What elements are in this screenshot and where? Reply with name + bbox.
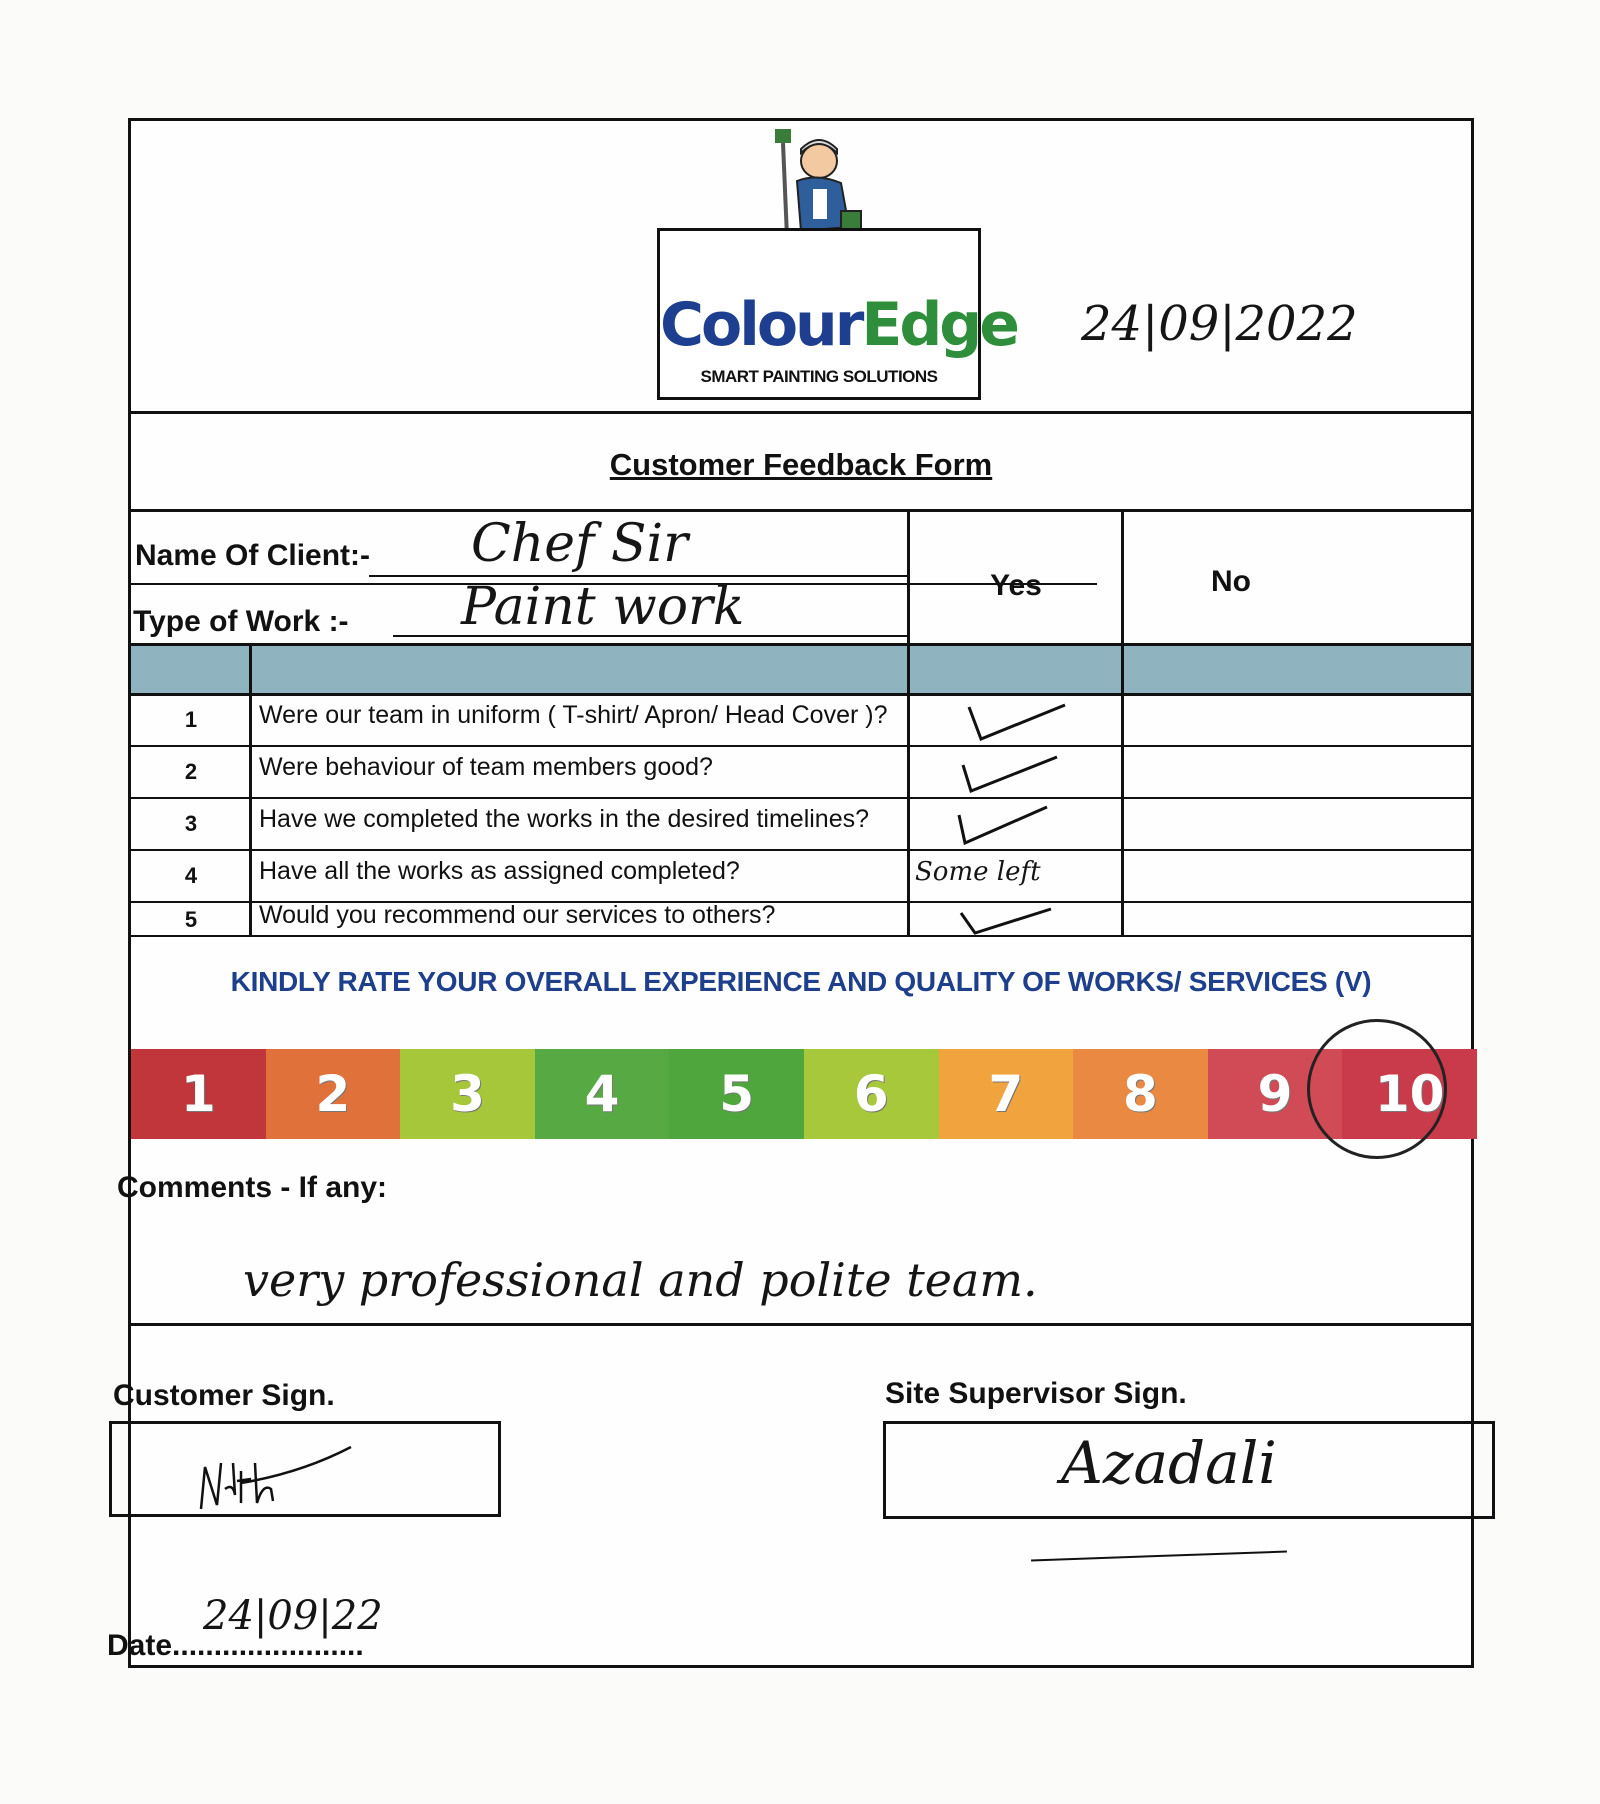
work-value: Paint work [461, 577, 745, 637]
divider [131, 849, 1471, 851]
rating-option-7[interactable]: 7 [939, 1049, 1074, 1139]
work-label: Type of Work :- [133, 605, 349, 638]
divider [131, 509, 1471, 512]
client-label: Name Of Client:- [135, 539, 371, 572]
divider [131, 1323, 1471, 1326]
brand-tagline: SMART PAINTING SOLUTIONS [700, 367, 938, 386]
answer-note: Some left [915, 857, 1041, 887]
comments-text: very professional and polite team. [243, 1253, 1038, 1307]
rating-option-2[interactable]: 2 [266, 1049, 401, 1139]
feedback-form [107, 118, 1474, 1668]
rating-scale [131, 1049, 1477, 1139]
divider [131, 693, 1471, 696]
col-divider [907, 509, 910, 935]
selected-rating-circle [1307, 1019, 1447, 1159]
header-band [131, 645, 1471, 693]
customer-signature [181, 1423, 361, 1513]
rating-option-4[interactable]: 4 [535, 1049, 670, 1139]
customer-sign-label: Customer Sign. [113, 1379, 335, 1412]
brand-name: ColourEdge [660, 290, 1017, 360]
supervisor-sign-label: Site Supervisor Sign. [885, 1377, 1187, 1410]
comments-label: Comments - If any: [117, 1171, 388, 1204]
question-text: Have we completed the works in the desired timelines? [259, 805, 870, 833]
date-label: Date....................... [107, 1629, 364, 1662]
question-text: Would you recommend our services to others? [259, 901, 776, 929]
check-mark-icon [957, 751, 1067, 799]
divider [131, 643, 1471, 646]
no-header: No [1211, 565, 1251, 598]
divider [131, 745, 1471, 747]
rating-option-3[interactable]: 3 [400, 1049, 535, 1139]
check-mark-icon [953, 803, 1063, 851]
rating-option-8[interactable]: 8 [1073, 1049, 1208, 1139]
question-text: Were our team in uniform ( T-shirt/ Apron/ Head Cover )? [259, 701, 888, 729]
date-value: 24|09|22 [203, 1593, 383, 1639]
question-number: 1 [184, 707, 198, 732]
check-mark-icon [955, 903, 1065, 937]
handwritten-date-top: 24|09|2022 [1081, 296, 1358, 352]
question-number: 5 [184, 907, 198, 932]
supervisor-signature-underline [1031, 1551, 1287, 1562]
divider [131, 935, 1471, 937]
divider [131, 411, 1471, 414]
divider [131, 797, 1471, 799]
rating-option-6[interactable]: 6 [804, 1049, 939, 1139]
rating-title: KINDLY RATE YOUR OVERALL EXPERIENCE AND QUALITY OF WORKS/ SERVICES (V) [230, 966, 1372, 997]
question-text: Were behaviour of team members good? [259, 753, 713, 781]
col-divider [249, 645, 252, 935]
question-text: Have all the works as assigned completed? [259, 857, 740, 885]
yes-header: Yes [990, 569, 1042, 602]
rating-option-5[interactable]: 5 [669, 1049, 804, 1139]
supervisor-signature: Azadali [1061, 1429, 1277, 1497]
rating-option-1[interactable]: 1 [131, 1049, 266, 1139]
col-divider [1121, 509, 1124, 935]
client-value: Chef Sir [471, 514, 688, 574]
question-number: 2 [184, 759, 198, 784]
rating-option-9[interactable]: 9 [1208, 1049, 1343, 1139]
question-number: 3 [184, 811, 198, 836]
logo [657, 228, 1017, 400]
rating-option-10[interactable]: 10 [1342, 1049, 1477, 1139]
check-mark-icon [961, 699, 1071, 747]
form-title: Customer Feedback Form [609, 447, 993, 482]
question-number: 4 [184, 863, 198, 888]
